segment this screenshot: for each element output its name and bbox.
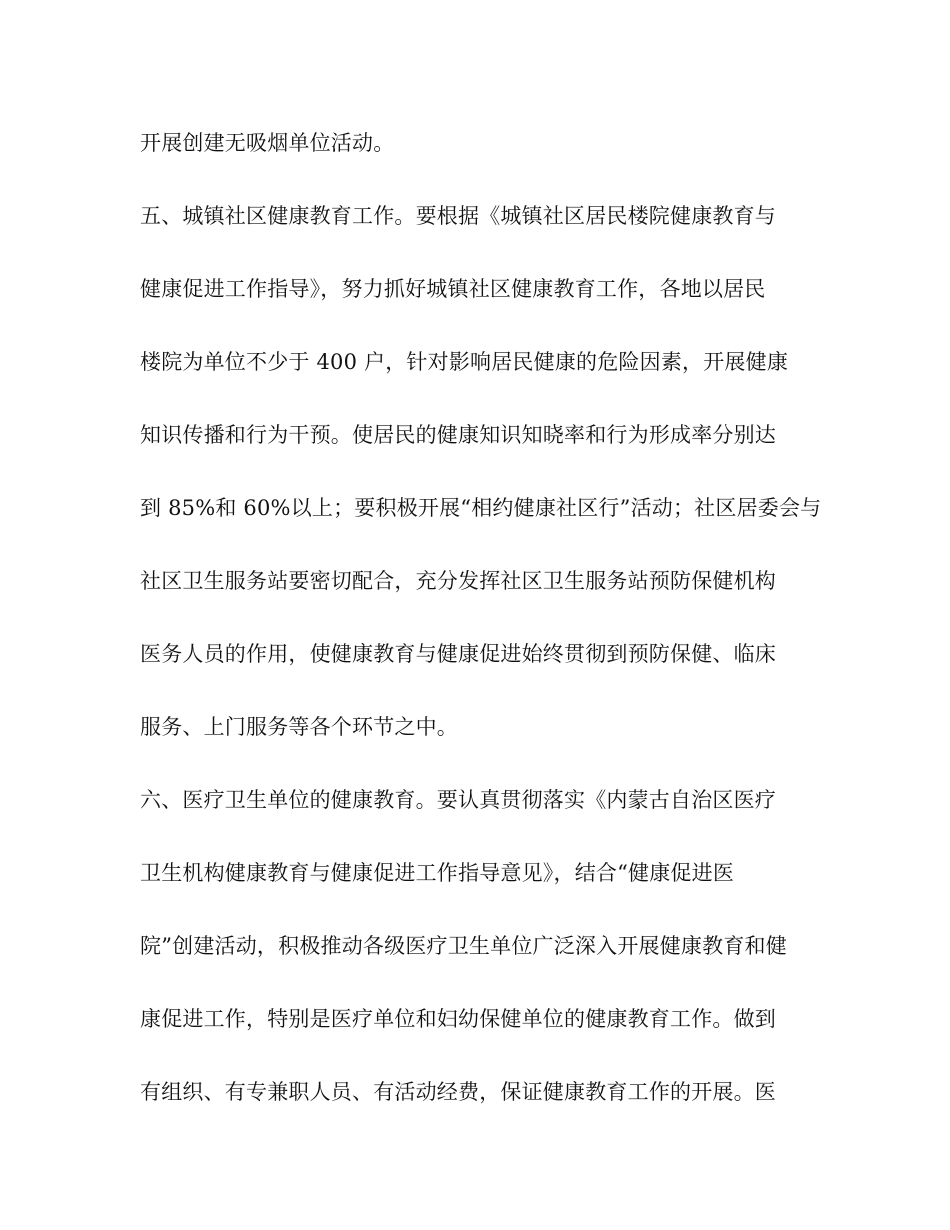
text-line: 有组织、有专兼职人员、有活动经费，保证健康教育工作的开展。医	[140, 1080, 776, 1104]
text-line: 六、医疗卫生单位的健康教育。要认真贯彻落实《内蒙古自治区医疗	[140, 788, 776, 812]
text-line: 到 85%和 60%以上；要积极开展“相约健康社区行”活动；社区居委会与	[140, 496, 822, 520]
text-line: 院”创建活动，积极推动各级医疗卫生单位广泛深入开展健康教育和健	[140, 934, 787, 958]
text-line: 楼院为单位不少于 400 户，针对影响居民健康的危险因素，开展健康	[140, 350, 789, 374]
text-line: 卫生机构健康教育与健康促进工作指导意见》，结合“健康促进医	[140, 861, 735, 885]
text-line: 知识传播和行为干预。使居民的健康知识知晓率和行为形成率分别达	[140, 423, 776, 447]
text-line: 医务人员的作用，使健康教育与健康促进始终贯彻到预防保健、临床	[140, 642, 776, 666]
text-line: 健康促进工作指导》，努力抓好城镇社区健康教育工作，各地以居民	[140, 277, 766, 301]
text-line: 开展创建无吸烟单位活动。	[140, 131, 395, 155]
text-line: 康促进工作，特别是医疗单位和妇幼保健单位的健康教育工作。做到	[140, 1007, 776, 1031]
text-line: 服务、上门服务等各个环节之中。	[140, 715, 458, 739]
text-line: 五、城镇社区健康教育工作。要根据《城镇社区居民楼院健康教育与	[140, 204, 776, 228]
text-line: 社区卫生服务站要密切配合，充分发挥社区卫生服务站预防保健机构	[140, 569, 776, 593]
